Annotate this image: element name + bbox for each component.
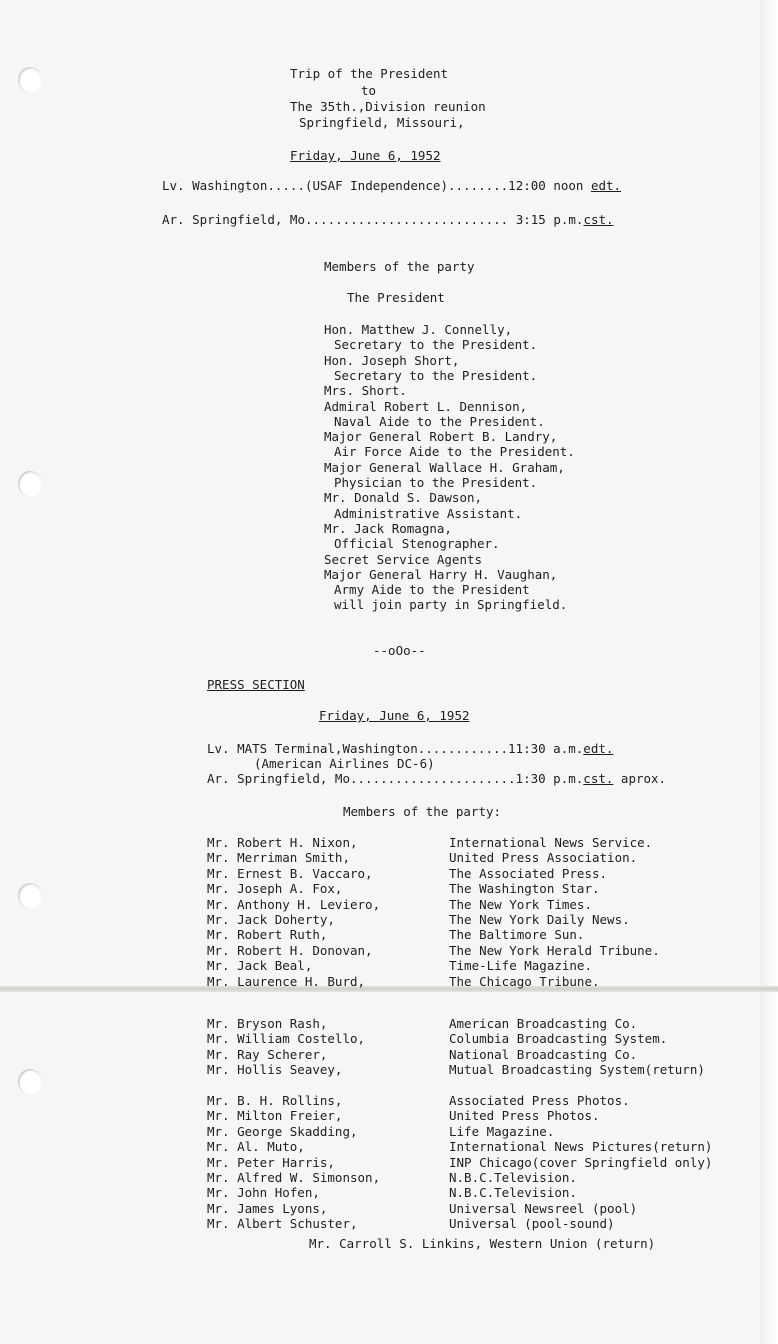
party-member-line: Army Aide to the President xyxy=(334,582,530,598)
party-member-line: Secretary to the President. xyxy=(334,367,538,383)
arrival-timezone: cst. xyxy=(583,212,614,227)
press-member-organization: N.B.C.Television. xyxy=(449,1185,577,1201)
press-member-organization: Time-Life Magazine. xyxy=(449,958,592,974)
title-line-4: Springfield, Missouri, xyxy=(299,115,465,130)
press-member-organization: Columbia Broadcasting System. xyxy=(449,1031,668,1047)
press-member-name: Mr. Al. Muto, xyxy=(207,1139,305,1155)
press-member-organization: The New York Times. xyxy=(449,896,592,912)
press-member-name: Mr. Anthony H. Leviero, xyxy=(207,896,381,912)
press-departure-timezone: edt. xyxy=(583,741,614,756)
press-departure-line xyxy=(207,741,613,756)
press-member-organization: Life Magazine. xyxy=(449,1123,555,1139)
press-member-organization: Universal Newsreel (pool) xyxy=(449,1200,638,1216)
party-member-line: Administrative Assistant. xyxy=(334,505,523,521)
party-member-line: will join party in Springfield. xyxy=(334,597,568,613)
press-member-name: Mr. Laurence H. Burd, xyxy=(207,973,366,989)
party-member-line: Secretary to the President. xyxy=(334,337,538,353)
party-member-line: Major General Robert B. Landry, xyxy=(324,429,558,445)
punch-hole xyxy=(18,471,42,497)
departure-line xyxy=(162,178,621,193)
press-member-name: Mr. George Skadding, xyxy=(207,1123,358,1139)
separator: --oOo-- xyxy=(373,643,426,658)
title-line-3: The 35th.,Division reunion xyxy=(290,99,486,114)
press-arrival-suffix: aprox. xyxy=(613,771,667,786)
party-member-line: Mr. Jack Romagna, xyxy=(324,520,452,536)
page-fold-line xyxy=(0,986,778,992)
press-member-name: Mr. Milton Freier, xyxy=(207,1108,343,1124)
punch-hole xyxy=(18,1069,42,1095)
press-member-name: Mr. Bryson Rash, xyxy=(207,1016,328,1031)
press-member-name: Mr. Alfred W. Simonson, xyxy=(207,1170,381,1185)
party-member-line: Official Stenographer. xyxy=(334,536,500,552)
press-member-organization: Mutual Broadcasting System(return) xyxy=(449,1062,705,1078)
press-member-name: Mr. Ernest B. Vaccaro, xyxy=(207,865,373,881)
press-member-name: Mr. Joseph A. Fox, xyxy=(207,881,343,897)
press-arrival-line xyxy=(207,771,666,786)
page-edge-shadow xyxy=(760,0,778,1344)
press-members-heading: Members of the party: xyxy=(343,804,502,819)
press-member-organization: The New York Daily News. xyxy=(449,912,630,927)
press-member-organization: International News Service. xyxy=(449,835,653,850)
press-member-organization: The Baltimore Sun. xyxy=(449,927,585,943)
press-member-organization: International News Pictures(return) xyxy=(449,1139,713,1155)
arrival-line xyxy=(162,212,614,227)
press-member-name: Mr. Albert Schuster, xyxy=(207,1216,358,1232)
press-member-organization: INP Chicago(cover Springfield only) xyxy=(449,1154,713,1170)
press-member-name: Mr. Jack Doherty, xyxy=(207,912,335,927)
party-member-line: Major General Harry H. Vaughan, xyxy=(324,566,558,582)
press-departure-text: Lv. MATS Terminal,Washington............11:30 a.m. xyxy=(207,741,584,756)
press-member-organization: The Washington Star. xyxy=(449,881,600,897)
party-member-line: Hon. Joseph Short, xyxy=(324,352,460,368)
press-member-organization: The Chicago Tribune. xyxy=(449,973,600,989)
title-line-1: Trip of the President xyxy=(290,66,449,81)
party-member-line: Air Force Aide to the President. xyxy=(334,444,575,460)
party-member-line: Mrs. Short. xyxy=(324,383,407,399)
party-member-line: Admiral Robert L. Dennison, xyxy=(324,398,528,414)
press-member-name: Mr. Robert H. Donovan, xyxy=(207,942,373,958)
party-president: The President xyxy=(347,290,445,305)
press-final-line: Mr. Carroll S. Linkins, Western Union (return) xyxy=(309,1236,656,1251)
press-member-organization: United Press Association. xyxy=(449,850,638,866)
press-aircraft: (American Airlines DC-6) xyxy=(254,756,435,771)
party-member-line: Major General Wallace H. Graham, xyxy=(324,459,565,475)
press-member-name: Mr. James Lyons, xyxy=(207,1200,328,1216)
press-member-name: Mr. Robert Ruth, xyxy=(207,927,328,943)
press-member-name: Mr. Peter Harris, xyxy=(207,1154,335,1170)
press-section-heading: PRESS SECTION xyxy=(207,677,305,692)
press-arrival-timezone: cst. xyxy=(583,771,614,786)
departure-text: Lv. Washington.....(USAF Independence)........12:00 noon xyxy=(162,178,591,193)
schedule-date: Friday, June 6, 1952 xyxy=(290,148,441,163)
punch-hole xyxy=(18,883,42,909)
press-member-organization: National Broadcasting Co. xyxy=(449,1046,638,1062)
press-member-name: Mr. Robert H. Nixon, xyxy=(207,835,358,850)
arrival-text: Ar. Springfield, Mo........................... 3:15 p.m. xyxy=(162,212,584,227)
press-member-organization: The New York Herald Tribune. xyxy=(449,942,660,958)
party-member-line: Hon. Matthew J. Connelly, xyxy=(324,322,513,337)
press-member-name: Mr. John Hofen, xyxy=(207,1185,320,1201)
press-member-organization: N.B.C.Television. xyxy=(449,1170,577,1185)
press-member-name: Mr. Hollis Seavey, xyxy=(207,1062,343,1078)
press-arrival-text: Ar. Springfield, Mo......................1:30 p.m. xyxy=(207,771,584,786)
title-line-2: to xyxy=(361,83,377,98)
party-member-line: Naval Aide to the President. xyxy=(334,413,545,429)
punch-hole xyxy=(18,67,42,93)
press-member-name: Mr. Ray Scherer, xyxy=(207,1046,328,1062)
press-member-organization: Associated Press Photos. xyxy=(449,1093,630,1108)
party-member-line: Physician to the President. xyxy=(334,475,538,490)
press-member-name: Mr. B. H. Rollins, xyxy=(207,1093,343,1108)
press-member-name: Mr. Jack Beal, xyxy=(207,958,313,974)
press-member-organization: The Associated Press. xyxy=(449,865,608,881)
press-member-name: Mr. William Costello, xyxy=(207,1031,366,1047)
press-member-organization: Universal (pool-sound) xyxy=(449,1216,615,1232)
party-heading: Members of the party xyxy=(324,259,475,274)
press-member-organization: American Broadcasting Co. xyxy=(449,1016,638,1031)
party-member-line: Mr. Donald S. Dawson, xyxy=(324,490,483,506)
departure-timezone: edt. xyxy=(590,178,622,193)
party-member-line: Secret Service Agents xyxy=(324,551,483,567)
press-date: Friday, June 6, 1952 xyxy=(319,708,470,723)
press-member-organization: United Press Photos. xyxy=(449,1108,600,1124)
press-member-name: Mr. Merriman Smith, xyxy=(207,850,350,866)
